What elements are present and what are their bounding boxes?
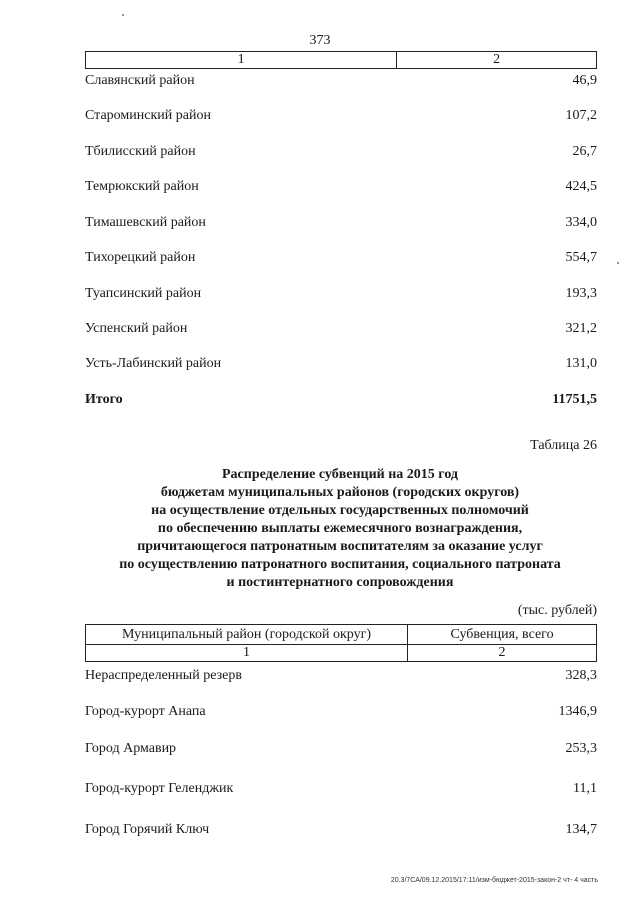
table-row [85, 72, 597, 90]
subvention-value: 193,3 [565, 286, 597, 301]
total-value: 11751,5 [552, 392, 597, 407]
table1-col-2: 2 [397, 52, 597, 69]
subvention-value: 134,7 [565, 822, 597, 837]
district-name: Нераспределенный резерв [85, 668, 242, 683]
subvention-value: 424,5 [565, 179, 597, 194]
subvention-value: 46,9 [572, 73, 597, 88]
table-label: Таблица 26 [530, 438, 597, 453]
title-line: бюджетам муниципальных районов (городских округов) [160, 485, 520, 500]
district-name: Туапсинский район [85, 286, 202, 301]
table-row [85, 667, 597, 685]
subvention-value: 131,0 [565, 356, 597, 371]
table-row [85, 107, 597, 125]
table2-col-num-2: 2 [408, 645, 597, 662]
table1-col-1: 1 [86, 52, 397, 69]
units-label: (тыс. рублей) [517, 603, 597, 618]
title-line: и постинтернатного сопровождения [226, 575, 454, 590]
district-name: Город-курорт Геленджик [85, 781, 234, 796]
district-name: Славянский район [85, 73, 195, 88]
table2-header [85, 624, 597, 662]
district-name: Староминский район [85, 108, 211, 123]
table2-col-num-1: 1 [86, 645, 408, 662]
subvention-value: 328,3 [565, 668, 597, 683]
title-line: Распределение субвенций на 2015 год [222, 467, 458, 482]
subvention-value: 11,1 [573, 781, 597, 796]
district-name: Город Армавир [85, 741, 177, 756]
table-row [85, 320, 597, 338]
page-number: 373 [309, 33, 331, 48]
document-footer: 20.3/7СА/09.12.2015/17:11/изм-бюджет-2015-закон-2 чт- 4 часть [390, 877, 598, 884]
table-row [85, 143, 597, 161]
title-line: по осуществлению патронатного воспитания, социального патроната [119, 557, 561, 572]
table2-col-district: Муниципальный район (городской округ) [86, 625, 408, 645]
subvention-value: 321,2 [565, 321, 597, 336]
title-line: причитающегося патронатным воспитателям за оказание услуг [137, 539, 543, 554]
district-name: Тихорецкий район [85, 250, 196, 265]
table-row [85, 178, 597, 196]
title-line: по обеспечению выплаты ежемесячного вознаграждения, [157, 521, 523, 536]
subvention-value: 107,2 [565, 108, 597, 123]
table-row [85, 285, 597, 303]
table-title [60, 466, 620, 592]
subvention-value: 334,0 [565, 215, 597, 230]
subvention-value: 26,7 [572, 144, 597, 159]
table-row [85, 780, 597, 798]
district-name: Усть-Лабинский район [85, 356, 222, 371]
table-row [85, 355, 597, 373]
table-row [85, 740, 597, 758]
scan-speck [122, 14, 124, 16]
subvention-value: 554,7 [565, 250, 597, 265]
district-name: Город Горячий Ключ [85, 822, 210, 837]
table-row [85, 703, 597, 721]
table-row [85, 821, 597, 839]
total-label: Итого [85, 392, 123, 407]
table-row [85, 214, 597, 232]
district-name: Город-курорт Анапа [85, 704, 206, 719]
district-name: Тбилисский район [85, 144, 196, 159]
subvention-value: 253,3 [565, 741, 597, 756]
title-line: на осуществление отдельных государственных полномочий [151, 503, 529, 518]
table2-col-subvention: Субвенция, всего [408, 625, 597, 645]
district-name: Тимашевский район [85, 215, 206, 230]
table-row [85, 249, 597, 267]
scan-speck [617, 262, 619, 264]
district-name: Успенский район [85, 321, 188, 336]
table-total-row [85, 391, 597, 409]
table1-header [85, 51, 597, 69]
district-name: Темрюкский район [85, 179, 199, 194]
subvention-value: 1346,9 [558, 704, 597, 719]
